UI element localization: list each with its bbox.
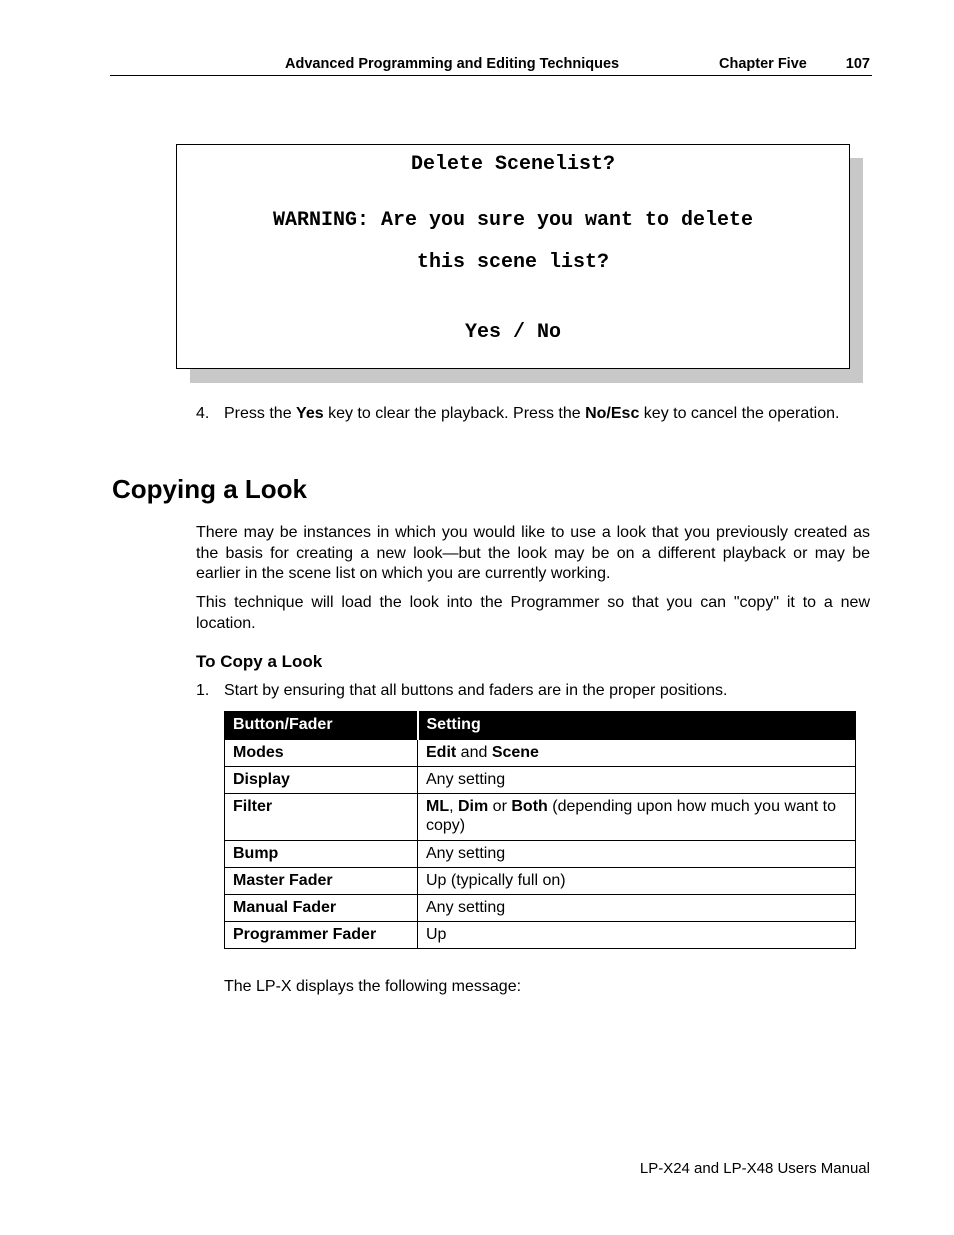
row-label: Programmer Fader	[225, 922, 418, 949]
subheading: To Copy a Look	[196, 652, 323, 671]
settings-table	[224, 711, 856, 949]
table-header-row	[225, 712, 856, 740]
section-title: Copying a Look	[112, 474, 307, 504]
row-setting: Edit and Scene	[418, 740, 856, 767]
column-header: Button/Fader	[225, 712, 418, 740]
page-header	[110, 56, 872, 76]
table-row	[225, 868, 856, 895]
page-number: 107	[845, 56, 870, 72]
paragraph-1: There may be instances in which you would like to use a look that you previously created as the basis for creating a new look—but the look may be on a different playback or may be earlier in the scene list on which you are currently working.	[196, 524, 870, 582]
no-esc-key-label: No/Esc	[585, 405, 640, 422]
row-setting: Any setting	[418, 895, 856, 922]
row-setting: ML, Dim or Both (depending upon how much you want to copy)	[418, 794, 856, 841]
step-number: 1.	[196, 682, 210, 699]
table-row	[225, 767, 856, 794]
table-row	[225, 794, 856, 841]
closing-text: The LP-X displays the following message:	[224, 978, 522, 995]
paragraph-2: This technique will load the look into the Programmer so that you can "copy" it to a new location.	[196, 594, 870, 632]
row-label: Master Fader	[225, 868, 418, 895]
step-4	[196, 404, 870, 448]
lcd-line-2: WARNING: Are you sure you want to delete	[272, 209, 754, 232]
table-row	[225, 841, 856, 868]
row-setting: Up (typically full on)	[418, 868, 856, 895]
header-title: Advanced Programming and Editing Techniques	[285, 56, 620, 72]
lcd-line-1: Delete Scenelist?	[410, 153, 616, 176]
row-label: Display	[225, 767, 418, 794]
table-row	[225, 895, 856, 922]
lcd-message-box	[176, 144, 850, 369]
row-setting: Up	[418, 922, 856, 949]
row-label: Bump	[225, 841, 418, 868]
lcd-line-4: Yes / No	[464, 321, 561, 344]
step-text: Press the Yes key to clear the playback. Press the No/Esc key to cancel the operation.	[224, 405, 840, 422]
row-label: Manual Fader	[225, 895, 418, 922]
row-setting: Any setting	[418, 767, 856, 794]
step-1	[196, 681, 870, 703]
row-setting: Any setting	[418, 841, 856, 868]
column-header: Setting	[418, 712, 856, 740]
row-label: Modes	[225, 740, 418, 767]
yes-key-label: Yes	[296, 405, 324, 422]
page-footer: LP-X24 and LP-X48 Users Manual	[639, 1160, 870, 1177]
row-label: Filter	[225, 794, 418, 841]
step-text: Start by ensuring that all buttons and faders are in the proper positions.	[224, 682, 728, 699]
table-row	[225, 922, 856, 949]
lcd-line-3: this scene list?	[416, 251, 610, 274]
step-number: 4.	[196, 405, 210, 422]
header-chapter: Chapter Five	[719, 56, 807, 72]
table-row	[225, 740, 856, 767]
